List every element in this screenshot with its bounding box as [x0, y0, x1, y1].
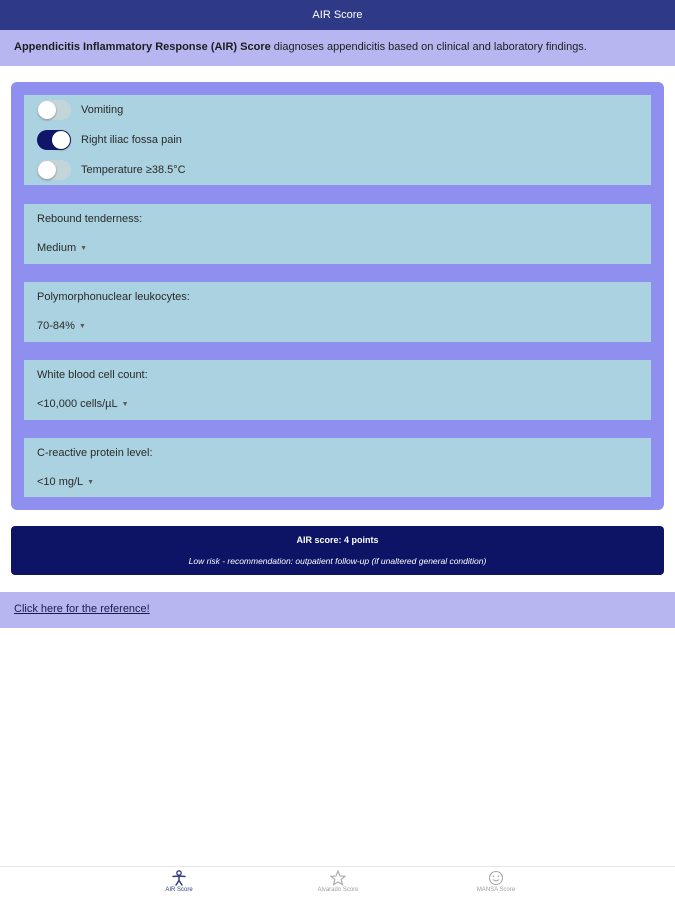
rif-pain-label: Right iliac fossa pain [81, 134, 182, 146]
tab-air-score[interactable] [134, 870, 224, 898]
pmn-select[interactable] [37, 320, 86, 332]
toggle-knob [38, 101, 56, 119]
result-title: AIR score: 4 points [296, 535, 379, 545]
pmn-value: 70-84% [37, 320, 75, 332]
intro-banner [0, 30, 675, 66]
rebound-label: Rebound tenderness: [37, 213, 143, 225]
tab-label-mansa: MANSA Score [476, 887, 516, 893]
symptoms-card [24, 95, 651, 185]
result-recommendation: Low risk - recommendation: outpatient follow-up (if unaltered general condition) [188, 556, 487, 566]
nav-title: AIR Score [312, 9, 363, 21]
crp-select[interactable] [37, 476, 94, 488]
smiley-icon [488, 870, 504, 886]
tab-mansa-score[interactable] [451, 870, 541, 898]
intro-description: diagnoses appendicitis based on clinical and laboratory findings. [270, 41, 587, 53]
wbc-label: White blood cell count: [37, 369, 148, 381]
tab-label-air: AIR Score [165, 887, 193, 893]
toggle-row-vomiting[interactable] [37, 98, 123, 122]
chevron-down-icon: ▼ [87, 478, 95, 486]
chevron-down-icon: ▼ [80, 244, 88, 252]
vomiting-toggle[interactable] [37, 100, 71, 120]
reference-link[interactable]: Click here for the reference! [14, 603, 150, 615]
toggle-row-temperature[interactable] [37, 158, 186, 182]
tab-bar [0, 866, 675, 900]
toggle-knob [38, 161, 56, 179]
rebound-select[interactable] [37, 242, 87, 254]
crp-label: C-reactive protein level: [37, 447, 153, 459]
tab-alvarado-score[interactable] [293, 870, 383, 898]
rebound-card [24, 204, 651, 264]
result-panel [11, 526, 664, 575]
reference-banner [0, 592, 675, 628]
wbc-value: <10,000 cells/µL [37, 398, 118, 410]
temperature-label: Temperature ≥38.5°C [81, 164, 186, 176]
toggle-row-rif-pain[interactable] [37, 128, 182, 152]
pmn-label: Polymorphonuclear leukocytes: [37, 291, 190, 303]
form-panel [11, 82, 664, 510]
temperature-toggle[interactable] [37, 160, 71, 180]
wbc-card [24, 360, 651, 420]
crp-card [24, 438, 651, 497]
star-icon [330, 870, 346, 886]
chevron-down-icon: ▼ [78, 322, 86, 330]
wbc-select[interactable] [37, 398, 129, 410]
tab-label-alvarado: Alvarado Score [317, 887, 359, 893]
person-icon [171, 870, 187, 886]
nav-bar [0, 0, 675, 30]
intro-title: Appendicitis Inflammatory Response (AIR) Score [14, 41, 271, 53]
chevron-down-icon: ▼ [121, 400, 129, 408]
pmn-card [24, 282, 651, 342]
rif-pain-toggle[interactable] [37, 130, 71, 150]
crp-value: <10 mg/L [37, 476, 84, 488]
rebound-value: Medium [37, 242, 77, 254]
vomiting-label: Vomiting [81, 104, 124, 116]
toggle-knob [52, 131, 70, 149]
